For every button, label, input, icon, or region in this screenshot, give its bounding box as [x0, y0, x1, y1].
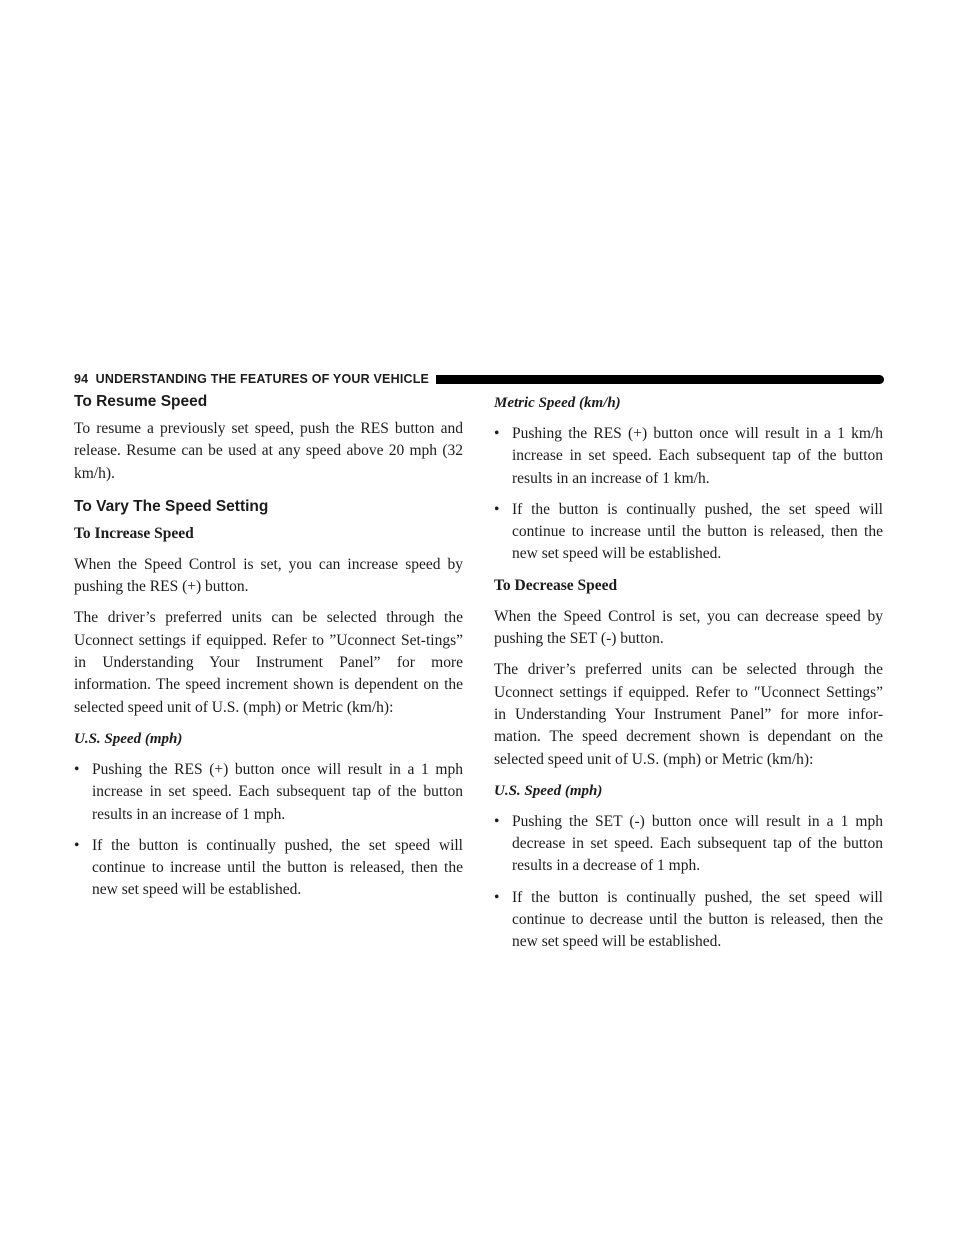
header-rule-bar	[436, 375, 884, 384]
page-header	[74, 371, 884, 387]
bullet-dot-icon: •	[494, 888, 500, 906]
bullet-item	[74, 759, 463, 826]
bullet-item	[494, 423, 883, 490]
bullet-item	[494, 887, 883, 954]
us-speed-heading: U.S. Speed (mph)	[74, 730, 183, 747]
bullet-text: Pushing the RES (+) button once will result in a 1 mph increase in set speed. Each subsequent tap of the button results in an increase of 1 mph.	[92, 760, 463, 823]
left-column	[74, 392, 463, 902]
metric-speed-heading: Metric Speed (km/h)	[494, 395, 621, 411]
bullet-dot-icon: •	[494, 425, 500, 442]
increase-speed-paragraph-2: The driver’s preferred units can be selected through the Uconnect settings if equipped. Refer to ”Uconnect Set-tings” in Understanding Your Instrument Panel” for more information. The speed increment shown is dependent on the selected speed unit of U.S. (mph) or Metric (km/h):	[74, 609, 463, 716]
page-header-text	[74, 371, 429, 387]
vary-speed-heading: To Vary The Speed Setting	[74, 497, 269, 515]
us-speed-heading: U.S. Speed (mph)	[494, 782, 603, 799]
bullet-text: Pushing the RES (+) button once will result in a 1 km/h increase in set speed. Each subsequent tap of the button results in an increase of 1 km/h.	[512, 425, 883, 487]
bullet-dot-icon: •	[74, 760, 80, 778]
section-title: UNDERSTANDING THE FEATURES OF YOUR VEHICLE	[95, 372, 430, 386]
bullet-dot-icon: •	[74, 836, 80, 854]
decrease-speed-paragraph-1: When the Speed Control is set, you can decrease speed by pushing the SET (-) button.	[494, 607, 883, 648]
bullet-dot-icon: •	[494, 812, 500, 830]
bullet-item	[494, 811, 883, 878]
bullet-text: If the button is continually pushed, the set speed will continue to decrease until the button is released, then the new set speed will be established.	[512, 888, 883, 951]
resume-speed-heading: To Resume Speed	[74, 393, 208, 410]
increase-speed-heading: To Increase Speed	[74, 524, 194, 542]
bullet-dot-icon: •	[494, 500, 500, 518]
bullet-text: If the button is continually pushed, the set speed will continue to increase until the button is released, then the new set speed will be established.	[512, 500, 883, 563]
right-column	[494, 392, 883, 954]
increase-speed-paragraph-1: When the Speed Control is set, you can increase speed by pushing the RES (+) button.	[74, 555, 463, 596]
bullet-text: If the button is continually pushed, the set speed will continue to increase until the button is released, then the new set speed will be established.	[92, 836, 463, 899]
bullet-item	[494, 499, 883, 566]
decrease-speed-heading: To Decrease Speed	[494, 576, 618, 594]
decrease-speed-paragraph-2: The driver’s preferred units can be selected through the Uconnect settings if equipped. Refer to ″Uconnect Settings” in Understanding Your Instrument Panel” for more infor-mation. The speed decrement shown is dependant on the selected speed unit of U.S. (mph) or Metric (km/h):	[494, 661, 883, 768]
bullet-item	[74, 835, 463, 902]
resume-speed-text: To resume a previously set speed, push the RES button and release. Resume can be used at any speed above 20 mph (32 km/h).	[74, 420, 463, 482]
bullet-text: Pushing the SET (-) button once will result in a 1 mph decrease in set speed. Each subsequent tap of the button results in a decrease of 1 mph.	[512, 812, 883, 875]
page-number: 94	[74, 372, 89, 386]
